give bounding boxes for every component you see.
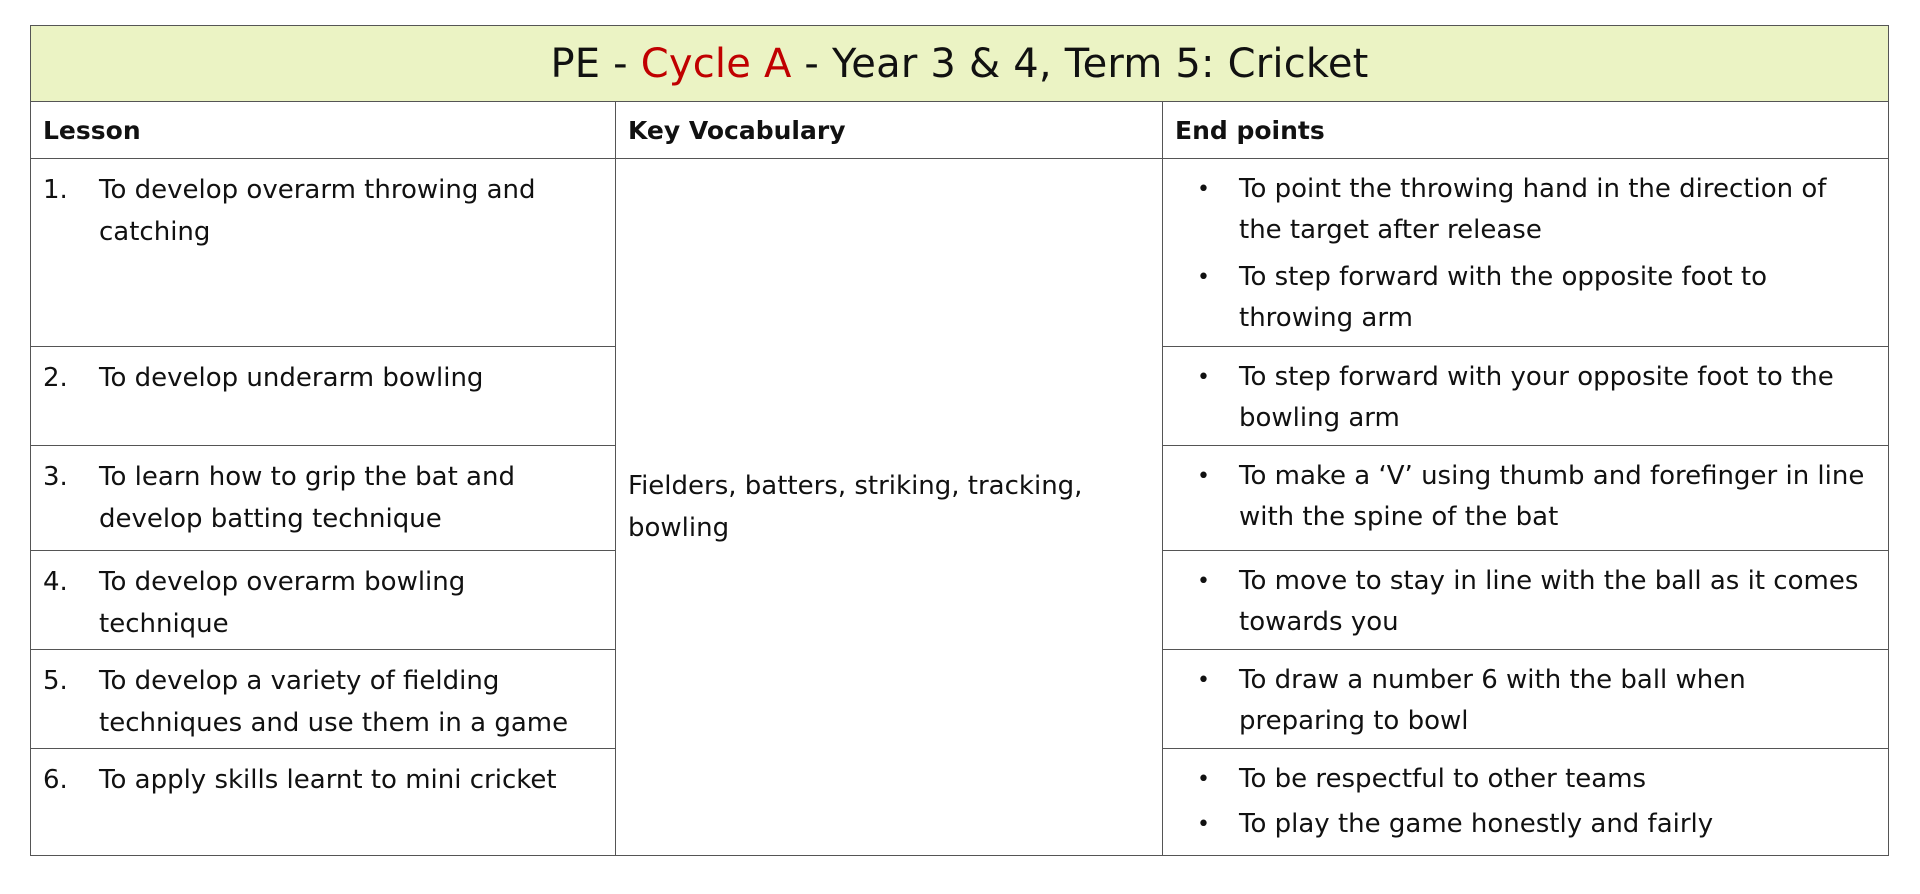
lesson-text: To apply skills learnt to mini cricket: [99, 765, 557, 795]
end-point-item: [1175, 759, 1876, 800]
title-row: [31, 26, 1889, 102]
lesson-text: To develop overarm throwing and catching: [99, 175, 536, 247]
lesson-cell: [31, 551, 616, 650]
lesson-number: 1.: [43, 175, 68, 205]
bullet-icon: •: [1197, 812, 1210, 837]
page-title: [31, 26, 1889, 102]
lesson-text: To develop overarm bowling technique: [99, 567, 466, 639]
end-point-item: [1175, 257, 1876, 339]
end-point-item: [1175, 804, 1876, 845]
end-point-item: [1175, 456, 1876, 538]
end-point-text: To be respectful to other teams: [1239, 764, 1647, 794]
end-point-text: To play the game honestly and fairly: [1239, 809, 1714, 839]
end-point-text: To point the throwing hand in the direction of the target after release: [1239, 174, 1827, 245]
lesson-text: To develop a variety of fielding techniques and use them in a game: [99, 666, 569, 738]
lesson-number: 6.: [43, 765, 68, 795]
lesson-number: 2.: [43, 363, 68, 393]
bullet-icon: •: [1197, 464, 1210, 489]
end-point-text: To move to stay in line with the ball as it comes towards you: [1239, 566, 1859, 637]
lesson-text: To develop underarm bowling: [99, 363, 484, 393]
lesson-number: 4.: [43, 567, 68, 597]
header-lesson: Lesson: [31, 102, 616, 159]
title-accent: Cycle A: [640, 40, 792, 87]
end-points-cell: [1163, 347, 1889, 446]
lesson-number: 5.: [43, 666, 68, 696]
lesson-cell: [31, 749, 616, 856]
end-point-text: To draw a number 6 with the ball when preparing to bowl: [1239, 665, 1746, 736]
bullet-icon: •: [1197, 177, 1210, 202]
end-point-item: [1175, 660, 1876, 742]
lesson-cell: [31, 159, 616, 347]
curriculum-table: [30, 25, 1889, 856]
lesson-number: 3.: [43, 462, 68, 492]
lesson-cell: [31, 446, 616, 551]
lesson-cell: [31, 650, 616, 749]
bullet-icon: •: [1197, 265, 1210, 290]
bullet-icon: •: [1197, 365, 1210, 390]
key-vocabulary-cell: Fielders, batters, striking, tracking, bowling: [616, 159, 1163, 856]
lesson-cell: [31, 347, 616, 446]
end-point-item: [1175, 169, 1876, 251]
lesson-text: To learn how to grip the bat and develop batting technique: [99, 462, 515, 534]
table-row: [31, 159, 1889, 347]
end-point-text: To step forward with the opposite foot to throwing arm: [1239, 262, 1768, 333]
bullet-icon: •: [1197, 767, 1210, 792]
end-point-item: [1175, 561, 1876, 643]
header-row: [31, 102, 1889, 159]
title-prefix: PE -: [550, 40, 641, 87]
end-point-text: To step forward with your opposite foot to the bowling arm: [1239, 362, 1834, 433]
header-end-points: End points: [1163, 102, 1889, 159]
end-point-text: To make a ‘V’ using thumb and forefinger in line with the spine of the bat: [1239, 461, 1865, 532]
end-points-cell: [1163, 551, 1889, 650]
curriculum-sheet: [30, 25, 1888, 856]
title-suffix: - Year 3 & 4, Term 5: Cricket: [791, 40, 1369, 87]
end-points-cell: [1163, 446, 1889, 551]
end-points-cell: [1163, 159, 1889, 347]
end-point-item: [1175, 357, 1876, 439]
end-points-cell: [1163, 650, 1889, 749]
bullet-icon: •: [1197, 668, 1210, 693]
header-vocabulary: Key Vocabulary: [616, 102, 1163, 159]
bullet-icon: •: [1197, 569, 1210, 594]
end-points-cell: [1163, 749, 1889, 856]
